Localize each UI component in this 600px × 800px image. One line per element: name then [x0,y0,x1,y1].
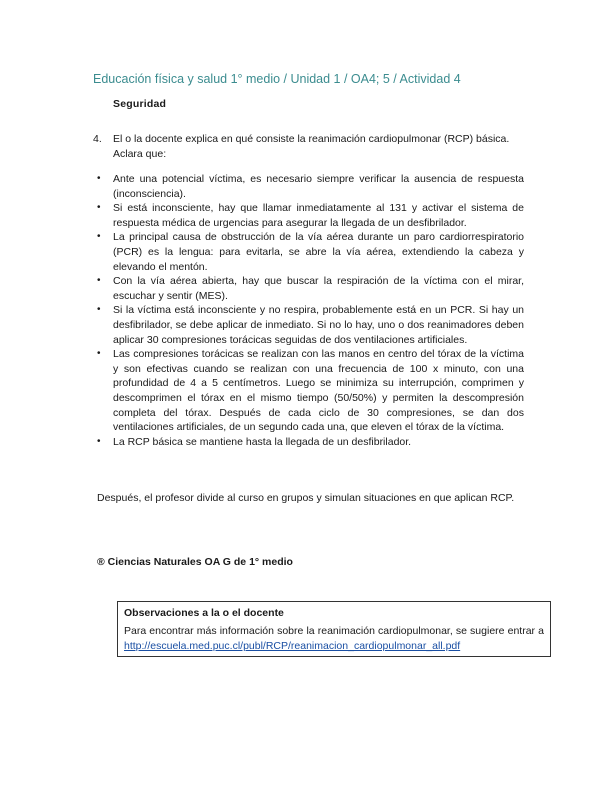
header-title: Educación física y salud 1° medio / Unidad 1 / OA4; 5 / Actividad 4 [93,72,461,86]
bullet-item [97,201,524,230]
bullet-item [97,303,524,347]
bullet-text: La RCP básica se mantiene hasta la llegada de un desfibrilador. [113,435,412,448]
bullet-icon: • [97,275,101,287]
bullet-text: Si la víctima está inconsciente y no respira, probablemente está en un PCR. Si hay un desfibrilador, se debe aplicar de inmediato. Si no lo hay, uno o dos reanimadores deben aplicar 30 compresiones torácicas seguidas de dos ventilaciones artificiales. [113,304,524,346]
section-heading: Seguridad [113,98,167,110]
bullet-list [97,172,524,449]
observations-box [117,601,551,657]
rcp-reference-link[interactable]: http://escuela.med.puc.cl/publ/RCP/reanimacion_cardiopulmonar_all.pdf [124,639,461,652]
bullet-item [97,347,524,435]
bullet-text: Las compresiones torácicas se realizan con las manos en centro del tórax de la víctima y son efectivas cuando se realizan con una frecuencia de 100 x minuto, con una profundidad de 4 a 5 centímetros. Luego se minimiza su interrupción, comprimen y descomprimen el tórax en el mismo tiempo (50/50%) y permiten la descompresión completa del tórax. Después de cada ciclo de 30 compresiones, se dan dos ventilaciones artificiales, de un segundo cada una, que eleven el tórax de la víctima. [113,348,524,434]
observations-body [124,624,544,653]
closing-paragraph: Después, el profesor divide al curso en grupos y simulan situaciones en que aplican RCP. [97,492,515,504]
bullet-icon: • [97,173,101,184]
bullet-item [97,274,524,303]
bullet-icon: • [97,231,101,243]
observations-title: Observaciones a la o el docente [124,607,284,619]
bullet-icon: • [97,202,101,214]
step-text: El o la docente explica en qué consiste la reanimación cardiopulmonar (RCP) básica. Aclara que: [113,133,510,160]
bullet-item [97,172,524,201]
bullet-text: Con la vía aérea abierta, hay que buscar la respiración de la víctima con el mirar, escuchar y sentir (MES). [113,275,524,302]
observations-text: Para encontrar más información sobre la reanimación cardiopulmonar, se sugiere entrar a [124,625,544,637]
bullet-text: La principal causa de obstrucción de la vía aérea durante un paro cardiorrespiratorio (PCR) es la lengua: para evitarla, se abre la vía aérea, extendiendo la cabeza y elevando el mentón. [113,231,524,273]
bullet-item [97,230,524,274]
bullet-icon: • [97,348,101,360]
bullet-text: Si está inconsciente, hay que llamar inmediatamente al 131 y activar el sistema de respuesta médica de urgencias para asegurar la llegada de un desfibrilador. [113,202,524,229]
step-item [93,132,523,161]
bullet-icon: • [97,435,101,447]
bullet-text: Ante una potencial víctima, es necesario siempre verificar la ausencia de respuesta (inconsciencia). [113,173,524,200]
learning-objective-reference: ® Ciencias Naturales OA G de 1° medio [97,556,293,568]
step-number: 4. [93,133,102,145]
bullet-item [97,435,524,450]
bullet-icon: • [97,304,101,316]
